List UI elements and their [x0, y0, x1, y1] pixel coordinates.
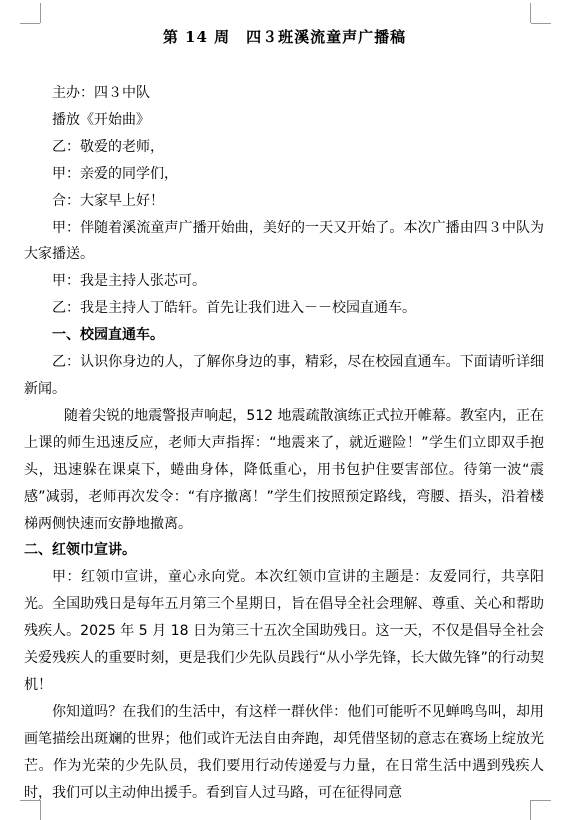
dialogue-line: 乙：我是主持人丁皓轩。首先让我们进入－－校园直通车。	[52, 300, 416, 317]
dialogue-line: 甲：伴随着溪流童声广播开始曲，美好的一天又开始了。本次广播由四３中队为大家播送。	[24, 219, 544, 263]
crop-mark-top-left-h	[20, 23, 40, 24]
host-line: 主办：四３中队	[52, 85, 150, 101]
news-paragraph: 随着尖锐的地震警报声响起，512 地震疏散演练正式拉开帷幕。教室内，正在上课的师生迅速反应，老师大声指挥：“地震来了，就近避险！”学生们立即双手抱头，迅速躲在课桌下，蜷曲身体，降低重心，用书包护住要害部位。待第一波“震感”减弱，老师再次发令：“有序撤离！”学生们按照预定路线，弯腰、捂头，沿着楼梯两侧快速而安静地撤离。	[24, 407, 544, 532]
dialogue-line: 乙：认识你身边的人，了解你身边的事，精彩，尽在校园直通车。下面请听详细新闻。	[24, 354, 544, 397]
body-paragraph: 你知道吗？在我们的生活中，有这样一群伙伴：他们可能听不见蝉鸣鸟叫，却用画笔描绘出斑斓的世界；他们或许无法自由奔跑，却凭借坚韧的意志在赛场上绽放光芒。作为光荣的少先队员，我们要用行动传递爱与力量，在日常生活中遇到残疾人时，我们可以主动伸出援手。看到盲人过马路，可在征得同意	[24, 703, 544, 801]
document-title: 第 14 周 四３班溪流童声广播稿	[162, 28, 407, 46]
dialogue-line: 乙：敬爱的老师，	[52, 138, 164, 155]
section-heading-campus: 一、校园直通车。	[52, 327, 164, 344]
dialogue-line: 合：大家早上好！	[52, 192, 164, 209]
crop-mark-top-right-v	[530, 3, 531, 23]
crop-mark-top-left-v	[40, 3, 41, 23]
dialogue-line: 甲：亲爱的同学们，	[52, 165, 178, 182]
document-body	[24, 80, 544, 806]
section-heading-red-scarf: 二、红领巾宣讲。	[24, 542, 136, 559]
dialogue-line: 甲：红领巾宣讲，童心永向党。本次红领巾宣讲的主题是：友爱同行，共享阳光。全国助残日是每年五月第三个星期日，旨在倡导全社会理解、尊重、关心和帮助残疾人。2025 年 5 月 18 日为第三十五次全国助残日。这一天，不仅是倡导全社会关爱残疾人的重要时刻，更是我们少先队员践行“从小学先锋，长大做先锋”的行动契机！	[24, 569, 544, 693]
play-opening-line: 播放《开始曲》	[52, 111, 150, 128]
dialogue-line: 甲：我是主持人张芯可。	[52, 273, 206, 290]
crop-mark-top-right-h	[531, 23, 551, 24]
